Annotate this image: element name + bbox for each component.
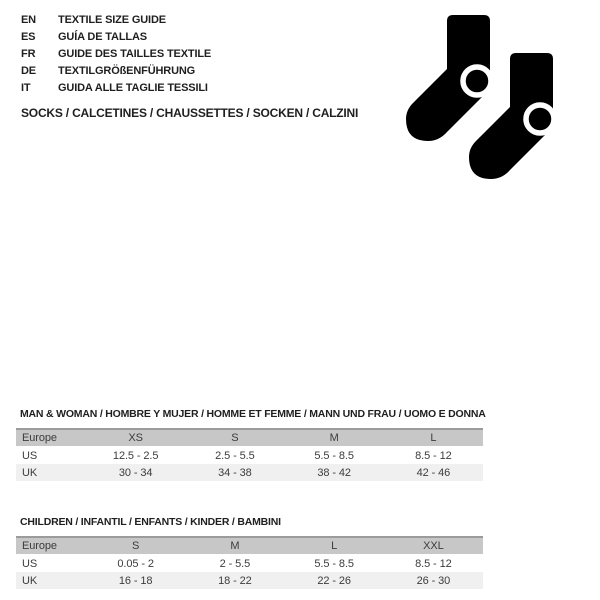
size-cell: 16 - 18 xyxy=(118,574,153,587)
size-cell: 0.05 - 2 xyxy=(117,557,154,570)
language-list xyxy=(21,11,211,96)
language-label: GUIDE DES TAILLES TEXTILE xyxy=(58,47,212,60)
table-header-row xyxy=(16,429,483,447)
adult-size-section xyxy=(16,408,486,481)
column-header: Europe xyxy=(16,537,86,555)
language-code: IT xyxy=(21,81,31,94)
column-header: S xyxy=(86,537,185,555)
adult-size-table xyxy=(16,428,483,481)
children-size-section xyxy=(16,516,483,589)
column-header: S xyxy=(185,429,284,447)
column-header: XS xyxy=(86,429,185,447)
size-cell: 22 - 26 xyxy=(317,574,351,587)
size-cell: 18 - 22 xyxy=(218,574,252,587)
region-cell: UK xyxy=(22,466,38,479)
size-cell: 42 - 46 xyxy=(416,466,451,479)
table-title: CHILDREN / INFANTIL / ENFANTS / KINDER / BAMBINI xyxy=(20,516,281,528)
language-code: DE xyxy=(21,64,36,77)
region-cell: US xyxy=(22,557,38,570)
language-code: FR xyxy=(21,47,36,60)
language-code: ES xyxy=(21,30,36,43)
table-row xyxy=(16,464,483,481)
region-cell: UK xyxy=(22,574,38,587)
size-cell: 26 - 30 xyxy=(416,574,451,587)
socks-icon xyxy=(395,8,565,188)
table-row xyxy=(16,572,483,589)
table-row xyxy=(16,447,483,465)
language-label: TEXTILGRÖßENFÜHRUNG xyxy=(58,64,196,77)
region-cell: US xyxy=(22,449,38,462)
language-row xyxy=(21,28,211,45)
language-code: EN xyxy=(21,13,36,26)
product-category-title: SOCKS / CALCETINES / CHAUSSETTES / SOCKEN / CALZINI xyxy=(21,106,359,120)
size-cell: 8.5 - 12 xyxy=(415,557,452,570)
column-header: M xyxy=(285,429,384,447)
size-cell: 2.5 - 5.5 xyxy=(215,449,255,462)
language-row xyxy=(21,11,211,28)
children-size-table xyxy=(16,536,483,589)
column-header: L xyxy=(384,429,483,447)
size-cell: 8.5 - 12 xyxy=(415,449,452,462)
column-header: Europe xyxy=(16,429,86,447)
language-row xyxy=(21,79,211,96)
language-label: TEXTILE SIZE GUIDE xyxy=(58,13,166,26)
table-header-row xyxy=(16,537,483,555)
language-row xyxy=(21,45,211,62)
size-cell: 5.5 - 8.5 xyxy=(314,557,354,570)
column-header: M xyxy=(185,537,284,555)
size-cell: 5.5 - 8.5 xyxy=(314,449,354,462)
size-cell: 30 - 34 xyxy=(118,466,153,479)
table-title: MAN & WOMAN / HOMBRE Y MUJER / HOMME ET FEMME / MANN UND FRAU / UOMO E DONNA xyxy=(20,408,486,420)
language-label: GUIDA ALLE TAGLIE TESSILI xyxy=(58,81,208,94)
table-row xyxy=(16,555,483,573)
column-header: XXL xyxy=(384,537,483,555)
size-cell: 38 - 42 xyxy=(317,466,351,479)
language-label: GUÍA DE TALLAS xyxy=(58,30,147,43)
size-cell: 2 - 5.5 xyxy=(219,557,251,570)
size-cell: 34 - 38 xyxy=(218,466,252,479)
size-cell: 12.5 - 2.5 xyxy=(112,449,159,462)
language-row xyxy=(21,62,211,79)
column-header: L xyxy=(285,537,384,555)
